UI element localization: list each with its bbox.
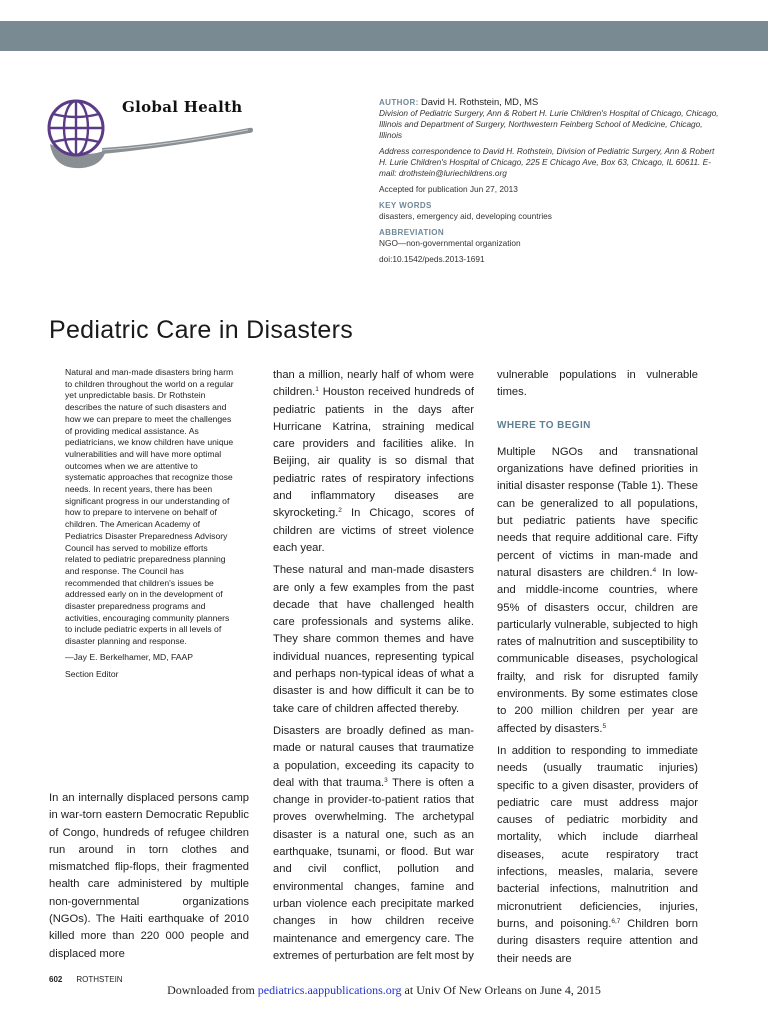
- abbreviation-label: ABBREVIATION: [379, 228, 445, 237]
- abstract-text: Natural and man-made disasters bring harm to children throughout the world on a regular yet unpredictable basis. Dr Rothstein describes the nature of such disasters and how we can prepare to meet the challenges of providing medical assistance. As pediatricians, we know children have unique vulnerabilities and will have more optimal outcomes when we are attentive to systematic approaches that recognize those needs. In recent years, there has been significant progress in our understanding of how to prepare to intervene on behalf of children. The American Academy of Pediatrics Disaster Preparedness Advisory Council has served to mobilize efforts related to pediatric preparedness planning and response. The Council has recommended that children's issues be addressed early on in the development of disaster preparedness programs and activities, encouraging community planners to include pediatric experts in all levels of disaster planning and response.: [65, 367, 234, 647]
- reference-mark: 1: [315, 386, 319, 394]
- body-column-1: [49, 790, 249, 968]
- affiliation: Division of Pediatric Surgery, Ann & Robert H. Lurie Children's Hospital of Chicago, Chicago, Illinois and Department of Surgery, Northwestern Feinberg School of Medicine, Chicago, Illinois: [379, 108, 719, 140]
- keywords: disasters, emergency aid, developing countries: [379, 211, 552, 221]
- page-number: 602: [49, 975, 63, 984]
- keywords-label: KEY WORDS: [379, 201, 432, 210]
- paragraph: Disasters are broadly defined as man-made or natural causes that traumatize a population, exceeding its capacity to deal with that trauma.$^3$ There is often a change in provider-to-patient ratios that proves overwhelming. The archetypal disaster is a natural one, such as an earthquake, tsunami, or flood. But war and civil conflict, pollution and environmental changes, famine and urban violence each precipitate marked changes in how children receive maintenance and emergency care. The extremes of perturbation are felt most by: [273, 724, 475, 962]
- reference-mark: 5: [602, 722, 607, 730]
- article-metadata: [379, 96, 724, 265]
- editor-abstract: [65, 367, 235, 680]
- author-label: AUTHOR:: [379, 98, 419, 107]
- paragraph: In an internally displaced persons camp in war-torn eastern Democratic Republic of Congo, hundreds of refugee children run around in torn clothes and mismatched flip-flops, their fragmented health care administered by multiple non-governmental organizations (NGOs). The Haiti earthquake of 2010 killed more than 220 000 people and displaced more: [49, 792, 249, 960]
- body-column-3: [497, 367, 698, 973]
- running-head: ROTHSTEIN: [76, 975, 123, 984]
- paragraph: These natural and man-made disasters are only a few examples from the past decade that have challenged health care professionals and systems alike. They share common themes and have individual nuances, representing typical and perhaps non-typical ideas of what a disaster is and how difficult it can be to take care of children affected thereby.: [273, 564, 474, 715]
- reference-mark: 2: [338, 507, 342, 515]
- abbreviation: NGO—non-governmental organization: [379, 238, 521, 248]
- logo-title: Global Health: [122, 98, 243, 116]
- accepted-date: Accepted for publication Jun 27, 2013: [379, 184, 518, 194]
- download-footer: Downloaded from pediatrics.aappublications.org at Univ Of New Orleans on June 4, 2015: [167, 983, 601, 997]
- paragraph: vulnerable populations in vulnerable times.: [497, 369, 698, 399]
- correspondence: Address correspondence to David H. Rothstein, Division of Pediatric Surgery, Ann & Robert H. Lurie Children's Hospital of Chicago, 225 E Chicago Ave, Box 63, Chicago, IL 60611. E-mail: drothstein@luriechildrens.org: [379, 146, 715, 178]
- paragraph: than a million, nearly half of whom were children.$^1$ Houston received hundreds of pediatric patients in the days after Hurricane Katrina, straining medical care providers and facilities alike. In Beijing, air quality is so dismal that pediatric rates of respiratory infections and inflammatory diseases are skyrocketing.$^2$ In Chicago, scores of children are victims of street violence each year.: [273, 369, 474, 554]
- doi: doi:10.1542/peds.2013-1691: [379, 254, 485, 264]
- paragraph: Multiple NGOs and transnational organizations have defined priorities in initial disaster response (Table 1). These can be generalized to all populations, but pediatric patients have specific needs that require additional care. Fifty percent of victims in man-made and natural disasters are children.$^4$ In low- and middle-income countries, where 95% of disasters occur, children are particularly vulnerable, subjected to high rates of malnutrition and susceptibility to communicable diseases, psychological frailty, and risk for disrupted family environments. By some estimates close to 200 million children per year are affected by disasters.$^5$: [497, 445, 698, 735]
- paragraph: In addition to responding to immediate needs (usually traumatic injuries) specific to a given disaster, providers of pediatric care must address major causes of pediatric morbidity and mortality, which include diarrheal diseases, acute respiratory tract infections, measles, malaria, severe bacterial infections, malnutrition and micronutrient deficiencies, injuries, burns, and poisoning.$^{6,7}$ Children born during disasters require attention and their needs are: [497, 744, 698, 965]
- editor-role: Section Editor: [65, 668, 119, 679]
- body-column-2: [273, 367, 474, 970]
- top-banner: [0, 21, 768, 51]
- global-health-logo: [44, 92, 259, 182]
- editor-signature: —Jay E. Berkelhamer, MD, FAAP: [65, 651, 193, 662]
- reference-mark: 4: [652, 566, 657, 574]
- reference-mark: 3: [384, 776, 388, 784]
- reference-mark: 6,7: [611, 917, 621, 925]
- section-heading: WHERE TO BEGIN: [497, 419, 591, 431]
- article-title: Pediatric Care in Disasters: [49, 316, 354, 344]
- source-link[interactable]: pediatrics.aappublications.org: [257, 983, 402, 997]
- author-name: David H. Rothstein, MD, MS: [421, 96, 539, 107]
